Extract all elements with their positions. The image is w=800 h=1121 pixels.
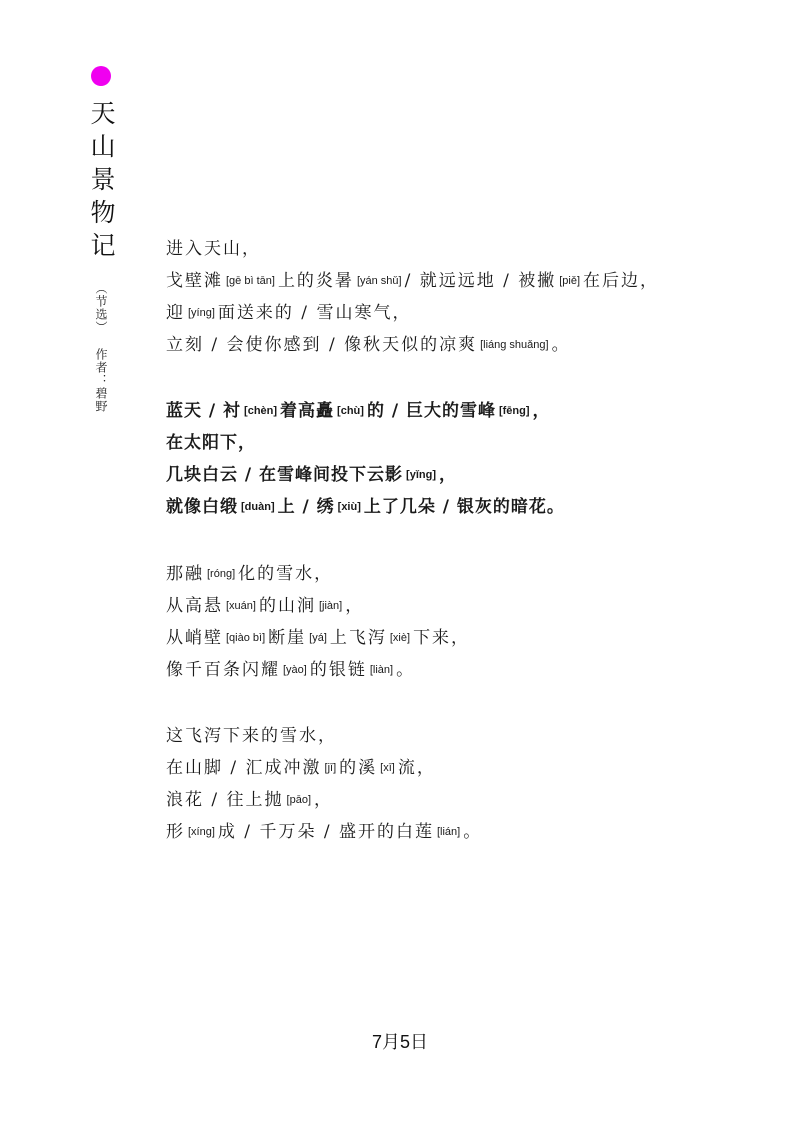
stanza-2 (166, 395, 565, 523)
poem-text: 着高矗 (280, 401, 335, 421)
poem-line (166, 558, 470, 590)
poem-text: 在后边， (583, 271, 660, 291)
footer-date: 7月5日 (371, 1032, 429, 1052)
poem-text: 在太阳下， (166, 433, 256, 453)
subtitle: （节选） (94, 282, 108, 334)
pinyin-annotation: [liáng shuǎng] (480, 339, 549, 351)
pinyin-annotation: [yá] (309, 632, 327, 644)
poem-line (166, 491, 565, 523)
accent-dot (91, 66, 111, 86)
poem-line (166, 459, 565, 491)
poem-text: 化的雪水， (238, 564, 334, 584)
pinyin-annotation: [qiào bì] (226, 632, 266, 644)
pinyin-annotation: [duàn] (241, 501, 275, 513)
pinyin-annotation: [yán shǔ] (356, 275, 402, 287)
poem-line (166, 265, 659, 297)
pinyin-annotation: [lián] (436, 826, 461, 838)
poem-text: 从高悬 (166, 596, 223, 616)
poem-line (166, 816, 482, 848)
pinyin-annotation: [piě] (559, 275, 581, 287)
pinyin-annotation: [jiàn] (318, 600, 343, 612)
pinyin-annotation: [fēng] (498, 405, 530, 417)
poem-text: 的 / 巨大的雪峰 (366, 401, 496, 421)
pinyin-annotation: [yíng] (188, 307, 215, 319)
pinyin-annotation: [xiù] (337, 501, 361, 513)
poem-text: ， (532, 401, 551, 421)
pinyin-annotation: [xuán] (226, 600, 256, 612)
poem-text: 的银链 (309, 660, 367, 680)
pinyin-annotation: [yǐng] (406, 469, 436, 481)
pinyin-annotation: [liàn] (369, 664, 394, 676)
poem-line (166, 395, 565, 427)
poem-text: 的山涧 (258, 596, 316, 616)
pinyin-annotation: [chèn] (244, 405, 278, 417)
poem-text: 。 (396, 660, 416, 680)
poem-text: 从峭壁 (166, 628, 223, 648)
author: 作者：碧野 (94, 348, 108, 413)
poem-text: 在山脚 / 汇成冲激 (166, 758, 322, 778)
poem-text: 迎 (166, 303, 185, 323)
poem-text: 成 / 千万朵 / 盛开的白莲 (217, 822, 434, 842)
poem-text: / 就远远地 / 被撇 (404, 271, 557, 291)
poem-text: 上的炎暑 (277, 271, 354, 291)
stanza-4 (166, 720, 482, 848)
poem-line (166, 654, 470, 686)
pinyin-annotation: [pāo] (286, 794, 312, 806)
pinyin-annotation: [gē bì tān] (226, 275, 275, 287)
pinyin-annotation: [xíng] (188, 826, 215, 838)
poem-text: 下来， (413, 628, 471, 648)
poem-text: 浪花 / 往上抛 (166, 790, 284, 810)
poem-text: 上了几朵 / 银灰的暗花。 (363, 497, 565, 517)
poem-text: 那融 (166, 564, 204, 584)
poem-text: 。 (551, 335, 571, 355)
pinyin-annotation: [chù] (337, 405, 364, 417)
poem-line (166, 622, 470, 654)
poem-text: 。 (463, 822, 483, 842)
poem-text: 断崖 (268, 628, 307, 648)
poem-line (166, 329, 659, 361)
poem-text: ， (314, 790, 334, 810)
pinyin-annotation: [xī] (380, 762, 395, 774)
poem-line (166, 590, 470, 622)
poem-line (166, 297, 659, 329)
stanza-1 (166, 233, 659, 361)
poem-text: 戈壁滩 (166, 271, 223, 291)
poem-text: 几块白云 / 在雪峰间投下云影 (166, 465, 404, 485)
poem-text: 进入天山， (166, 239, 261, 259)
pinyin-annotation: [jī] (324, 762, 337, 774)
poem-text: 上飞泻 (329, 628, 387, 648)
poem-text: 立刻 / 会使你感到 / 像秋天似的凉爽 (166, 335, 478, 355)
poem-line (166, 233, 659, 265)
poem-text: ， (345, 596, 365, 616)
poem-text: ， (439, 465, 457, 485)
pinyin-annotation: [xiè] (389, 632, 411, 644)
pinyin-annotation: [róng] (207, 568, 236, 580)
poem-text: 面送来的 / 雪山寒气， (217, 303, 412, 323)
poem-line (166, 752, 482, 784)
poem-text: 蓝天 / 衬 (166, 401, 242, 421)
stanza-3 (166, 558, 470, 686)
poem-line (166, 784, 482, 816)
poem-text: 这飞泻下来的雪水， (166, 726, 337, 746)
poem-text: 像千百条闪耀 (166, 660, 280, 680)
poem-text: 的溪 (339, 758, 378, 778)
page-title: 天山景物记 (87, 100, 116, 265)
poem-text: 流， (397, 758, 436, 778)
poem-line (166, 720, 482, 752)
title-subtitle-author (96, 282, 110, 413)
poem-text: 就像白缎 (166, 497, 238, 517)
poem-line (166, 427, 565, 459)
poem-text: 形 (166, 822, 185, 842)
poem-text: 上 / 绣 (277, 497, 335, 517)
pinyin-annotation: [yào] (283, 664, 307, 676)
